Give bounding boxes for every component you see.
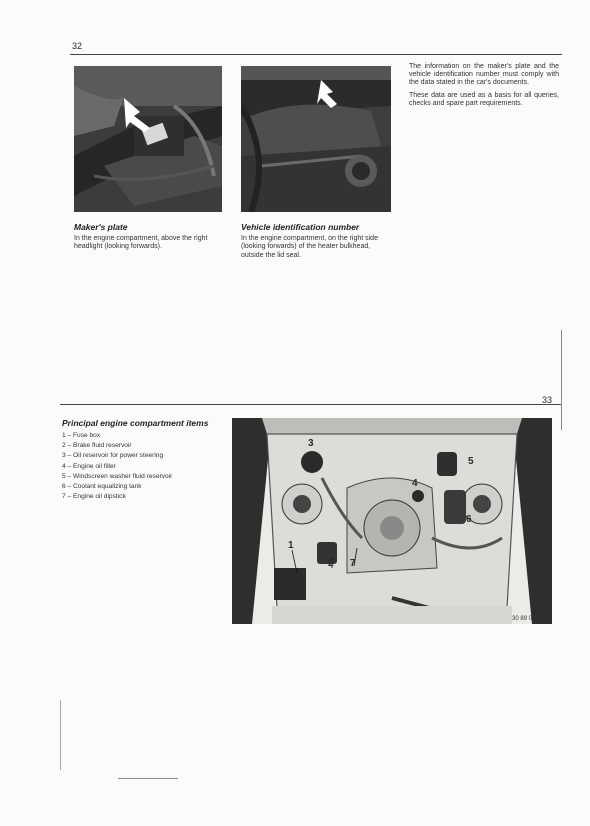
diagram-label-7: 7 [350, 558, 356, 569]
makers-plate-photo [74, 66, 222, 212]
diagram-label-1: 1 [288, 540, 294, 551]
right-margin-line [561, 330, 562, 430]
legend-item: 4 – Engine oil filler [62, 462, 116, 470]
legend-title: Principal engine compartment items [62, 418, 209, 428]
page-number-top: 32 [72, 41, 83, 51]
page-number-bottom: 33 [542, 395, 553, 405]
footer-line [118, 778, 178, 779]
legend-item: 7 – Engine oil dipstick [62, 493, 126, 501]
diagram-code: 30 89 01 17 [512, 616, 544, 622]
bottom-header-rule [60, 404, 562, 405]
legend-item: 1 – Fuse box [62, 432, 101, 439]
vin-text: In the engine compartment, on the right side (looking forwards) of the heater bulkhead, outside the lid seal. [241, 235, 378, 259]
diagram-label-6: 6 [466, 514, 472, 525]
info-column [409, 63, 559, 112]
info-paragraph-2: These data are used as a basis for all queries, checks and spare part requirements. [409, 91, 559, 107]
top-header-rule [70, 54, 562, 55]
vin-title: Vehicle identification number [241, 222, 360, 232]
legend-list [62, 431, 232, 502]
legend-item: 5 – Windscreen washer fluid reservoir [62, 472, 173, 480]
makers-plate-text: In the engine compartment, above the right headlight (looking forwards). [74, 235, 208, 251]
vin-photo [241, 66, 391, 212]
diagram-label-2: 2 [328, 558, 334, 569]
legend-item: 6 – Coolant equalizing tank [62, 483, 142, 491]
diagram-label-3: 3 [308, 438, 314, 449]
diagram-label-5: 5 [468, 456, 474, 467]
engine-compartment-diagram [232, 418, 552, 624]
info-paragraph-1: The information on the maker's plate and the vehicle identification number must comply with the data stated in the car's documents. [409, 63, 559, 87]
left-margin-line [60, 700, 61, 770]
diagram-label-4: 4 [412, 478, 418, 489]
legend-item: 3 – Oil reservoir for power steering [62, 452, 164, 460]
makers-plate-title: Maker's plate [74, 222, 128, 232]
legend-item: 2 – Brake fluid reservoir [62, 442, 132, 450]
